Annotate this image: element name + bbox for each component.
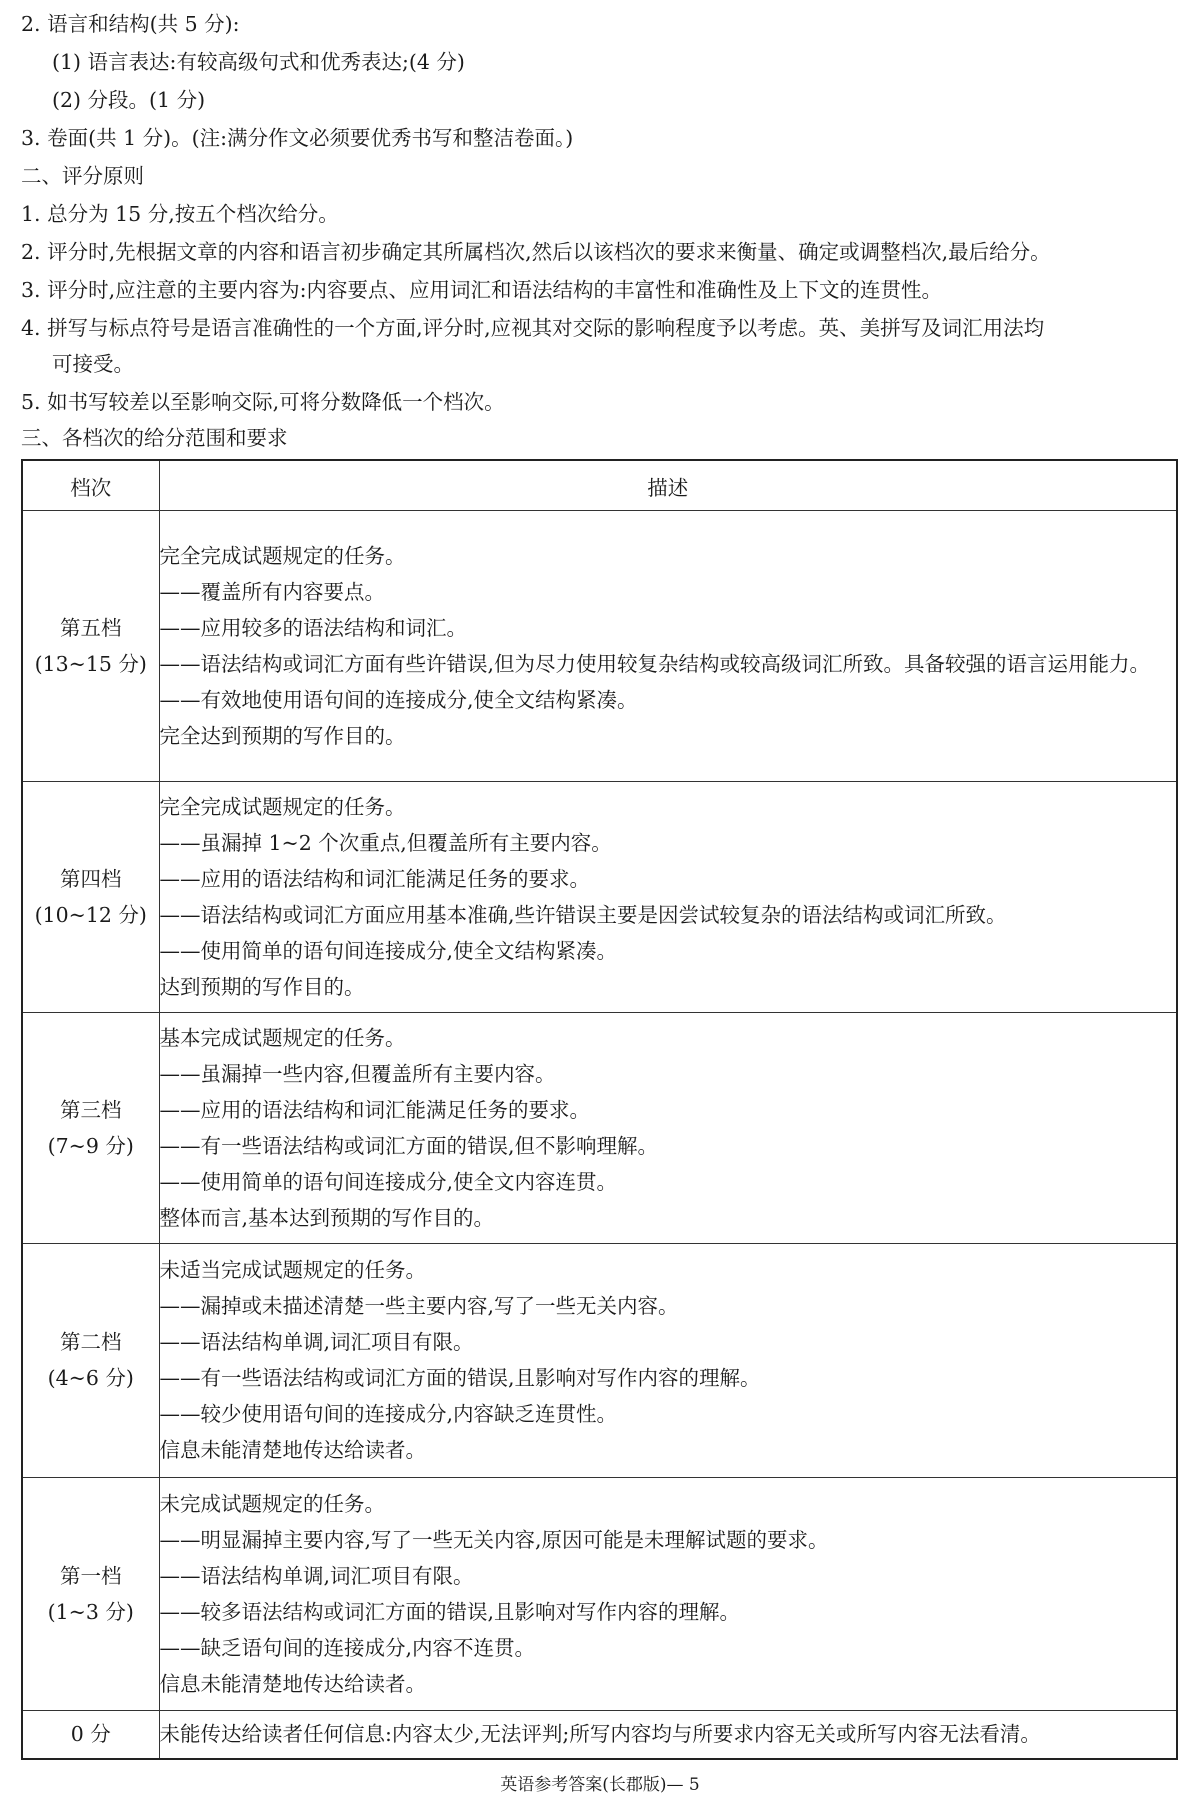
description-line: ——虽漏掉 1~2 个次重点,但覆盖所有主要内容。 xyxy=(159,831,612,856)
description-line: ——有一些语法结构或词汇方面的错误,但不影响理解。 xyxy=(159,1134,659,1159)
description-line: 未完成试题规定的任务。 xyxy=(159,1491,385,1516)
table-row xyxy=(22,1244,1177,1477)
table-row xyxy=(22,511,1177,782)
table-row xyxy=(22,1013,1177,1244)
description-line: ——覆盖所有内容要点。 xyxy=(159,580,385,605)
band-level: 第四档 xyxy=(60,867,122,892)
description-line: 基本完成试题规定的任务。 xyxy=(159,1026,406,1051)
band-level: 0 分 xyxy=(70,1722,111,1747)
band-range: (1~3 分) xyxy=(47,1599,134,1624)
band-description xyxy=(159,1710,1177,1759)
band-cell xyxy=(22,1244,159,1477)
subitem-language-expression: (1) 语言表达:有较高级句式和优秀表达;(4 分) xyxy=(52,50,465,74)
description-line: 完全完成试题规定的任务。 xyxy=(159,795,406,820)
subitem-paragraphing: (2) 分段。(1 分) xyxy=(52,88,206,112)
description-line: ——语法结构或词汇方面有些许错误,但为尽力使用较复杂结构或较高级词汇所致。具备较强的语言运用能力。 xyxy=(159,652,1151,677)
table-header-row xyxy=(22,460,1177,511)
band-level: 第二档 xyxy=(60,1330,122,1355)
description-line: 信息未能清楚地传达给读者。 xyxy=(159,1671,426,1696)
score-band-table xyxy=(21,459,1178,1760)
band-cell xyxy=(22,511,159,782)
principle-4-continued: 可接受。 xyxy=(52,352,134,376)
principle-5: 5. 如书写较差以至影响交际,可将分数降低一个档次。 xyxy=(21,390,505,414)
description-line: ——明显漏掉主要内容,写了一些无关内容,原因可能是未理解试题的要求。 xyxy=(159,1527,829,1552)
band-description xyxy=(159,781,1177,1012)
principle-1: 1. 总分为 15 分,按五个档次给分。 xyxy=(21,202,339,226)
band-range: (10~12 分) xyxy=(34,903,147,928)
description-line: ——应用较多的语法结构和词汇。 xyxy=(159,616,467,641)
description-line: 未能传达给读者任何信息:内容太少,无法评判;所写内容均与所要求内容无关或所写内容无法看清。 xyxy=(159,1722,1041,1747)
description-line: ——有一些语法结构或词汇方面的错误,且影响对写作内容的理解。 xyxy=(159,1366,761,1391)
description-line: ——有效地使用语句间的连接成分,使全文结构紧凑。 xyxy=(159,688,638,713)
description-line: ——语法结构或词汇方面应用基本准确,些许错误主要是因尝试较复杂的语法结构或词汇所致。 xyxy=(159,903,1007,928)
header-level: 档次 xyxy=(22,460,159,511)
table-row xyxy=(22,781,1177,1012)
description-line: 完全完成试题规定的任务。 xyxy=(159,544,406,569)
description-line: ——应用的语法结构和词汇能满足任务的要求。 xyxy=(159,1098,590,1123)
description-line: ——缺乏语句间的连接成分,内容不连贯。 xyxy=(159,1635,536,1660)
band-description xyxy=(159,511,1177,782)
band-description xyxy=(159,1477,1177,1710)
description-line: 信息未能清楚地传达给读者。 xyxy=(159,1438,426,1463)
band-range: (7~9 分) xyxy=(47,1134,134,1159)
band-description xyxy=(159,1244,1177,1477)
description-line: ——使用简单的语句间连接成分,使全文结构紧凑。 xyxy=(159,939,618,964)
principle-4: 4. 拼写与标点符号是语言准确性的一个方面,评分时,应视其对交际的影响程度予以考虑。英、美拼写及词汇用法均 xyxy=(21,316,1045,340)
band-range: (13~15 分) xyxy=(34,652,147,677)
description-line: 整体而言,基本达到预期的写作目的。 xyxy=(159,1206,495,1231)
section-item-3-neatness: 3. 卷面(共 1 分)。(注:满分作文必须要优秀书写和整洁卷面。) xyxy=(21,126,574,150)
band-cell xyxy=(22,1710,159,1759)
band-level: 第五档 xyxy=(60,616,122,641)
description-line: 未适当完成试题规定的任务。 xyxy=(159,1258,426,1283)
section-item-2-language-structure: 2. 语言和结构(共 5 分): xyxy=(21,12,240,36)
description-line: ——较多语法结构或词汇方面的错误,且影响对写作内容的理解。 xyxy=(159,1599,741,1624)
table-row xyxy=(22,1477,1177,1710)
band-range: (4~6 分) xyxy=(47,1366,134,1391)
description-line: 完全达到预期的写作目的。 xyxy=(159,724,406,749)
description-line: ——语法结构单调,词汇项目有限。 xyxy=(159,1563,474,1588)
description-line: ——虽漏掉一些内容,但覆盖所有主要内容。 xyxy=(159,1062,556,1087)
band-cell xyxy=(22,1013,159,1244)
description-line: ——语法结构单调,词汇项目有限。 xyxy=(159,1330,474,1355)
table-row xyxy=(22,1710,1177,1759)
heading-score-bands: 三、各档次的给分范围和要求 xyxy=(21,426,288,450)
description-line: ——较少使用语句间的连接成分,内容缺乏连贯性。 xyxy=(159,1402,618,1427)
principle-3: 3. 评分时,应注意的主要内容为:内容要点、应用词汇和语法结构的丰富性和准确性及上下文的连贯性。 xyxy=(21,278,942,302)
principle-2: 2. 评分时,先根据文章的内容和语言初步确定其所属档次,然后以该档次的要求来衡量、确定或调整档次,最后给分。 xyxy=(21,240,1051,264)
page-footer: 英语参考答案(长郡版)— 5 xyxy=(500,1775,700,1795)
band-cell xyxy=(22,1477,159,1710)
band-cell xyxy=(22,781,159,1012)
description-line: 达到预期的写作目的。 xyxy=(159,975,365,1000)
heading-scoring-principles: 二、评分原则 xyxy=(21,164,144,188)
band-description xyxy=(159,1013,1177,1244)
header-description: 描述 xyxy=(159,460,1177,511)
description-line: ——使用简单的语句间连接成分,使全文内容连贯。 xyxy=(159,1170,618,1195)
description-line: ——漏掉或未描述清楚一些主要内容,写了一些无关内容。 xyxy=(159,1294,679,1319)
band-level: 第三档 xyxy=(60,1098,122,1123)
band-level: 第一档 xyxy=(60,1563,122,1588)
description-line: ——应用的语法结构和词汇能满足任务的要求。 xyxy=(159,867,590,892)
